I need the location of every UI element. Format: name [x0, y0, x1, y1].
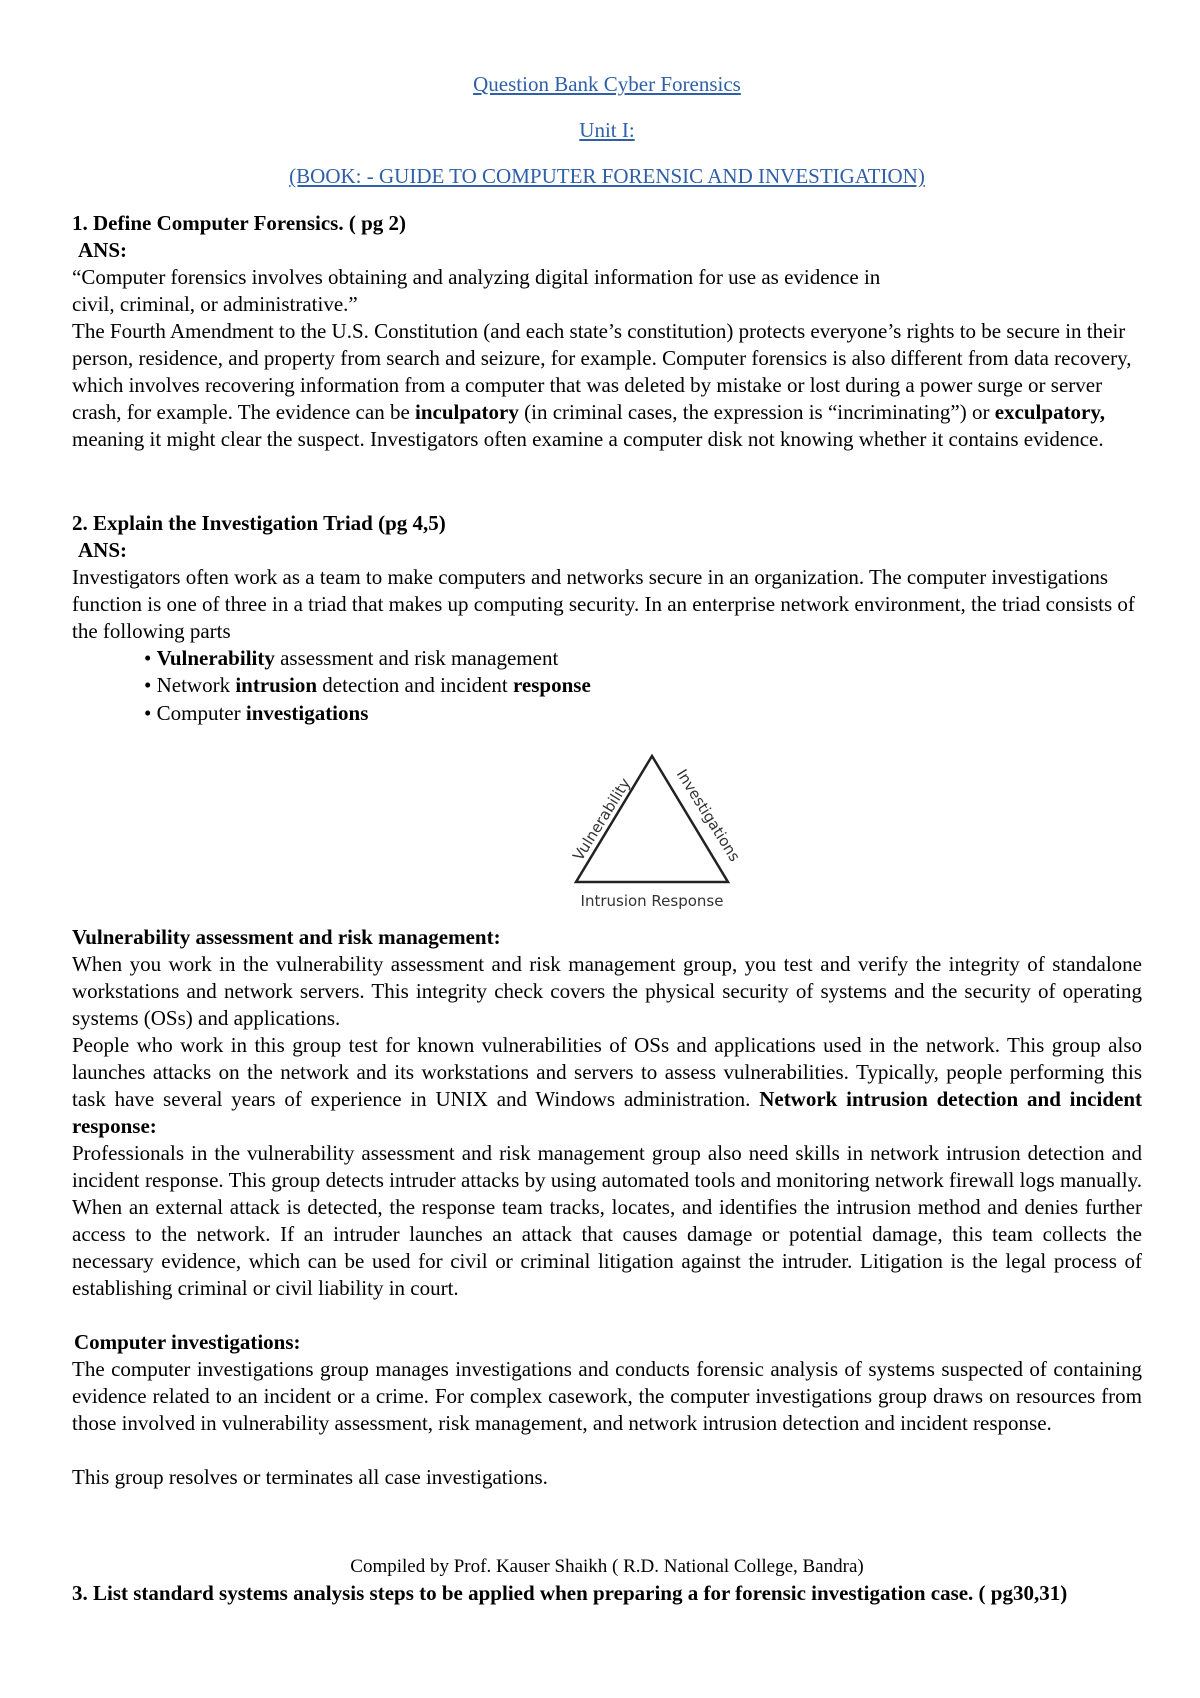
question-1-title: 1. Define Computer Forensics. ( pg 2) [72, 211, 407, 235]
network-intrusion-heading: Network intrusion detection and incident response: [72, 1087, 1142, 1138]
book-heading[interactable]: (BOOK: - GUIDE TO COMPUTER FORENSIC AND INVESTIGATION) [289, 164, 925, 188]
unit-heading[interactable]: Unit I: [579, 118, 635, 142]
term-inculpatory: inculpatory [415, 400, 519, 424]
bullet-mark: • [144, 646, 152, 670]
bullet-investigations [144, 700, 368, 727]
computer-investigations-paragraph: The computer investigations group manages investigations and conducts forensic analysis of systems suspected of containing evidence related to an incident or a crime. For complex casework, the computer investigations group draws on resources from those involved in vulnerability assessment, risk management, and network intrusion detection and incident response. [72, 1357, 1142, 1435]
bullet-3-text: Computer [156, 701, 246, 725]
term-exculpatory: exculpatory, [994, 400, 1105, 424]
bullet-mark: • [144, 673, 152, 697]
vulnerability-paragraph-2-text: People who work in this group test for known vulnerabilities of OSs and applications used in the network. This group also launches attacks on the network and its workstations and servers to assess vulnerabilities. Typically, people performing this task have several years of experience in UNIX and Windows administration. [72, 1033, 1142, 1111]
q1-para-text-3: meaning it might clear the suspect. Investigators often examine a computer disk not knowing whether it contains evidence. [72, 427, 1104, 451]
bullet-2-bold-2: response [512, 673, 591, 697]
triad-label-investigations: Investigations [672, 765, 744, 865]
triad-label-intrusion-response: Intrusion Response [580, 892, 724, 910]
q2-intro: Investigators often work as a team to make computers and networks secure in an organization. The computer investigations function is one of three in a triad that makes up computing security. In an enterprise network environment, the triad consists of the following parts [72, 565, 1135, 643]
section-computer-investigations-heading: Computer investigations: [74, 1330, 301, 1354]
bullet-2-text-b: detection and incident [317, 673, 513, 697]
q1-para-text-1: The Fourth Amendment to the U.S. Constitution (and each state’s constitution) protects everyone’s rights to be secure in their person, residence, and property from search and seizure, for example. Computer forensics is also different from data recovery, which involves recovering information from a computer that was deleted by mistake or lost during a power surge or server crash, for example. The evidence can be [72, 319, 1132, 424]
section-vulnerability-heading: Vulnerability assessment and risk management: [72, 925, 501, 949]
bullet-3-bold: investigations [245, 701, 369, 725]
question-3-title: 3. List standard systems analysis steps to be applied when preparing a for forensic investigation case. ( pg30,31) [72, 1581, 1068, 1605]
q1-ans-label: ANS: [78, 238, 128, 262]
q2-ans-label: ANS: [78, 538, 128, 562]
bullet-1-bold: Vulnerability [156, 646, 275, 670]
triad-label-vulnerability: Vulnerability [569, 774, 635, 864]
doc-title[interactable]: Question Bank Cyber Forensics [473, 72, 741, 96]
footer-compiled-by: Compiled by Prof. Kauser Shaikh ( R.D. National College, Bandra) [350, 1556, 864, 1577]
q1-para-text-2: (in criminal cases, the expression is “incriminating”) or [518, 400, 995, 424]
investigation-triad-diagram [502, 752, 802, 914]
q1-paragraph [72, 318, 1142, 453]
bullet-2-text-a: Network [156, 673, 236, 697]
bullet-mark: • [144, 701, 152, 725]
bullet-2-bold-1: intrusion [235, 673, 318, 697]
question-2-title: 2. Explain the Investigation Triad (pg 4,5) [72, 511, 446, 535]
bullet-vulnerability [144, 645, 558, 672]
vulnerability-paragraph-2 [72, 1032, 1142, 1140]
bullet-1-text: assessment and risk management [274, 646, 559, 670]
intrusion-paragraph: Professionals in the vulnerability assessment and risk management group also need skills in network intrusion detection and incident response. This group detects intruder attacks by using automated tools and monitoring network firewall logs manually. When an external attack is detected, the response team tracks, locates, and identifies the intrusion method and denies further access to the network. If an intruder launches an attack that causes damage or potential damage, this team collects the necessary evidence, which can be used for civil or criminal litigation against the intruder. Litigation is the legal process of establishing criminal or civil liability in court. [72, 1141, 1142, 1300]
q1-quote-line-1: “Computer forensics involves obtaining and analyzing digital information for use as evidence in [72, 265, 881, 289]
q1-quote-line-2: civil, criminal, or administrative.” [72, 292, 358, 316]
vulnerability-paragraph-1: When you work in the vulnerability assessment and risk management group, you test and verify the integrity of standalone workstations and network servers. This integrity check covers the physical security of systems and the security of operating systems (OSs) and applications. [72, 952, 1142, 1030]
bullet-intrusion [144, 672, 591, 699]
computer-investigations-closing: This group resolves or terminates all case investigations. [72, 1465, 548, 1489]
